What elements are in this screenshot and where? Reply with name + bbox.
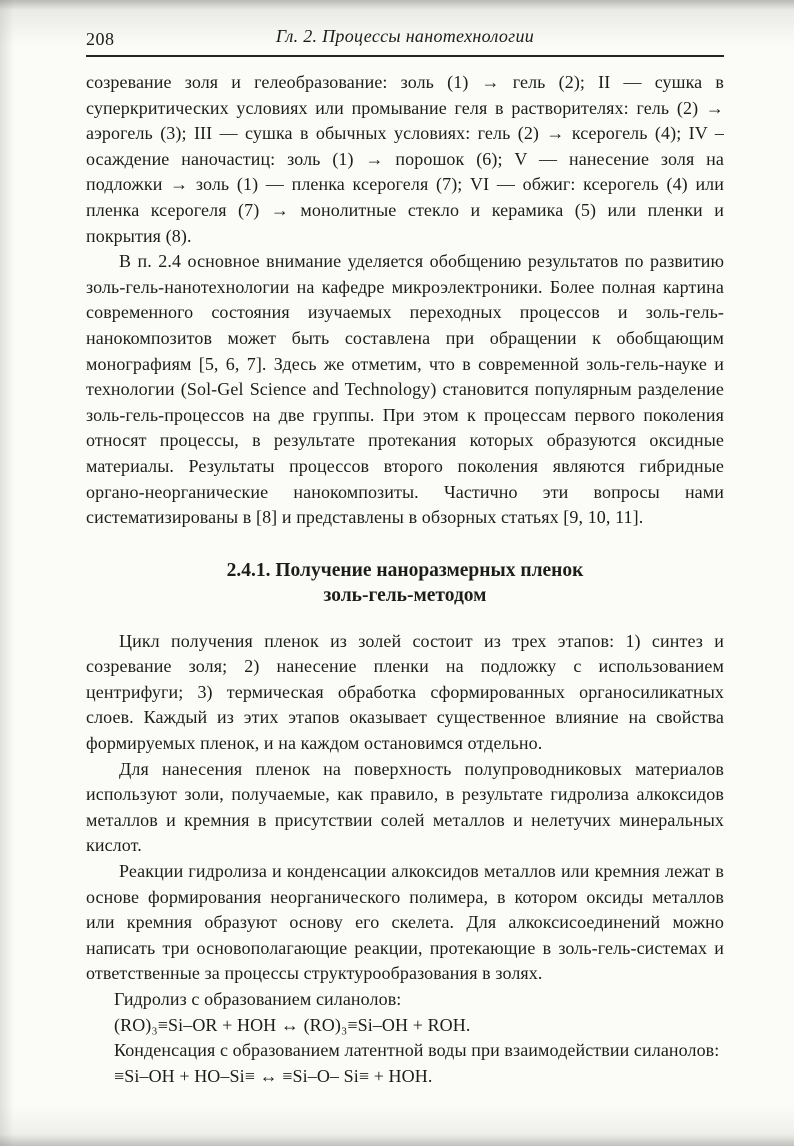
paragraph-reactions: Реакции гидролиза и конденсации алкоксидов металлов или кремния лежат в основе формирования неорганического полимера, в котором оксиды металлов или кремния образуют основу его скелета. Для алкоксисоединений можно написать три основополагающие реакции, протекающие в золь-гель-системах и ответственные за процессы структурообразования в золях. xyxy=(86,861,724,984)
paragraph-continuation: созревание золя и гелеобразование: золь (1) → гель (2); II — сушка в суперкритических условиях или промывание геля в растворителях: гель (2) → аэрогель (3); III — сушка в обычных условиях: гель (2) → ксерогель (4); IV – осаждение наночастиц: золь (1) → порошок (6); V — нанесение золя на подложки → золь (1) — пленка ксерогеля (7); VI — обжиг: ксерогель (4) или пленка ксерогеля (7) → монолитные стекло и керамика (5) или пленки и покрытия (8). xyxy=(86,72,724,246)
hydrolysis-formula: (RO)₃≡Si–OR + HOH ↔ (RO)₃≡Si–OH + ROH. xyxy=(114,1014,471,1035)
page-number: 208 xyxy=(86,29,115,49)
paragraph-overview: В п. 2.4 основное внимание уделяется обобщению результатов по развитию золь-гель-нанотехнологии на кафедре микроэлектроники. Более полная картина современного состояния изучаемых переходных процессов и золь-гель-нанокомпозитов может быть составлена при обращении к обобщающим монографиям [5, 6, 7]. Здесь же отметим, что в современной золь-гель-науке и технологии (Sol-Gel Science and Technology) становится популярным разделение золь-гель-процессов на две группы. При этом к процессам первого поколения относят процессы, в результате протекания которых образуются оксидные материалы. Результаты процессов второго поколения являются гибридные органо-неорганические нанокомпозиты. Частично эти вопросы нами систематизированы в [8] и представлены в обзорных статьях [9, 10, 11]. xyxy=(86,251,724,528)
running-head xyxy=(86,26,724,57)
hydrolysis-intro: Гидролиз с образованием силанолов: xyxy=(114,989,402,1009)
condensation-formula: ≡Si–OH + HO–Si≡ ↔ ≡Si–O– Si≡ + HOH. xyxy=(114,1065,433,1086)
section-heading xyxy=(86,558,724,608)
condensation-intro: Конденсация с образованием латентной воды при взаимодействии силанолов: xyxy=(114,1040,720,1061)
page-body xyxy=(86,70,724,1089)
paragraph-sol-application: Для нанесения пленок на поверхность полупроводниковых материалов используют золи, получаемые, как правило, в результате гидролиза алкоксидов металлов и кремния в присутствии солей металлов и нелетучих минеральных кислот. xyxy=(86,758,724,856)
paragraph-film-cycle: Цикл получения пленок из золей состоит из трех этапов: 1) синтез и созревание золя; 2) нанесение пленки на подложку с использованием центрифуги; 3) термическая обработка сформированных органосиликатных слоев. Каждый из этих этапов оказывает существенное влияние на свойства формируемых пленок, и на каждом остановимся отдельно. xyxy=(86,630,724,754)
section-heading-line2: золь-гель-методом xyxy=(323,584,487,606)
chapter-running-title: Гл. 2. Процессы нанотехнологии xyxy=(275,26,535,46)
section-heading-line1: 2.4.1. Получение наноразмерных пленок xyxy=(226,559,584,581)
